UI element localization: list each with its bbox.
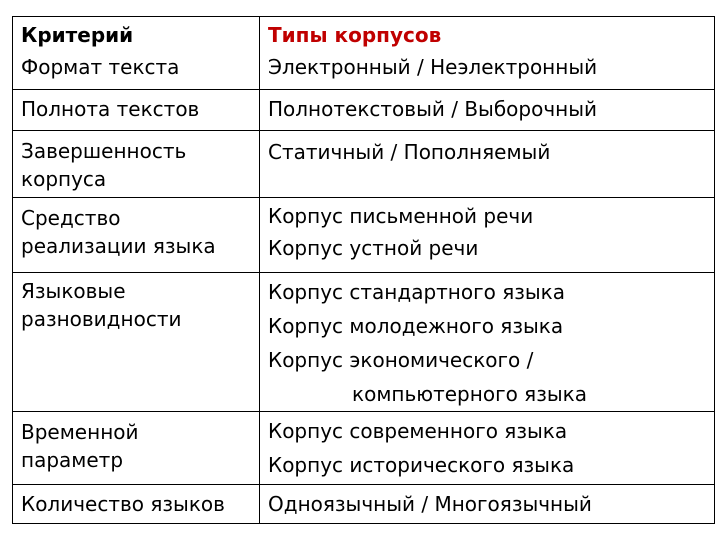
types-label: Статичный / Пополняемый	[268, 140, 551, 164]
types-cell	[260, 198, 715, 273]
types-label: Полнотекстовый / Выборочный	[268, 97, 598, 121]
criterion-cell	[13, 131, 260, 198]
criterion-cell	[13, 90, 260, 131]
criterion-cell	[13, 198, 260, 273]
criterion-label: Формат текста	[21, 55, 180, 79]
types-cell	[260, 90, 715, 131]
table-row	[13, 90, 715, 131]
types-cell	[260, 485, 715, 524]
types-label: Корпус экономического /	[268, 348, 534, 372]
criterion-cell	[13, 485, 260, 524]
corpus-types-table	[12, 16, 715, 524]
types-cell	[260, 17, 715, 90]
table-row	[13, 198, 715, 273]
table-row	[13, 412, 715, 485]
table-row	[13, 273, 715, 412]
types-label: Корпус современного языка	[268, 419, 568, 443]
criterion-label: Количество языков	[21, 492, 225, 516]
types-label: Электронный / Неэлектронный	[268, 55, 598, 79]
table-row	[13, 17, 715, 90]
criterion-label: разновидности	[21, 307, 182, 331]
types-cell	[260, 412, 715, 485]
types-cell	[260, 131, 715, 198]
types-cell	[260, 273, 715, 412]
table-row	[13, 485, 715, 524]
types-label: Одноязычный / Многоязычный	[268, 492, 592, 516]
criterion-label: Полнота текстов	[21, 97, 200, 121]
criterion-cell	[13, 17, 260, 90]
criterion-cell	[13, 412, 260, 485]
types-header: Типы корпусов	[268, 23, 442, 47]
types-label: Корпус устной речи	[268, 236, 479, 260]
criterion-label: параметр	[21, 448, 124, 472]
criterion-label: Временной	[21, 420, 139, 444]
types-label: компьютерного языка	[352, 382, 587, 406]
types-label: Корпус письменной речи	[268, 204, 534, 228]
criterion-label: корпуса	[21, 167, 107, 191]
corpus-types-table-container	[12, 16, 700, 521]
criterion-label: Средство	[21, 206, 121, 230]
criterion-label: Языковые	[21, 279, 126, 303]
table-row	[13, 131, 715, 198]
types-label: Корпус молодежного языка	[268, 314, 564, 338]
criterion-header: Критерий	[21, 23, 134, 47]
criterion-label: реализации языка	[21, 234, 216, 258]
criterion-cell	[13, 273, 260, 412]
criterion-label: Завершенность	[21, 139, 187, 163]
types-label: Корпус исторического языка	[268, 453, 575, 477]
types-label: Корпус стандартного языка	[268, 280, 566, 304]
